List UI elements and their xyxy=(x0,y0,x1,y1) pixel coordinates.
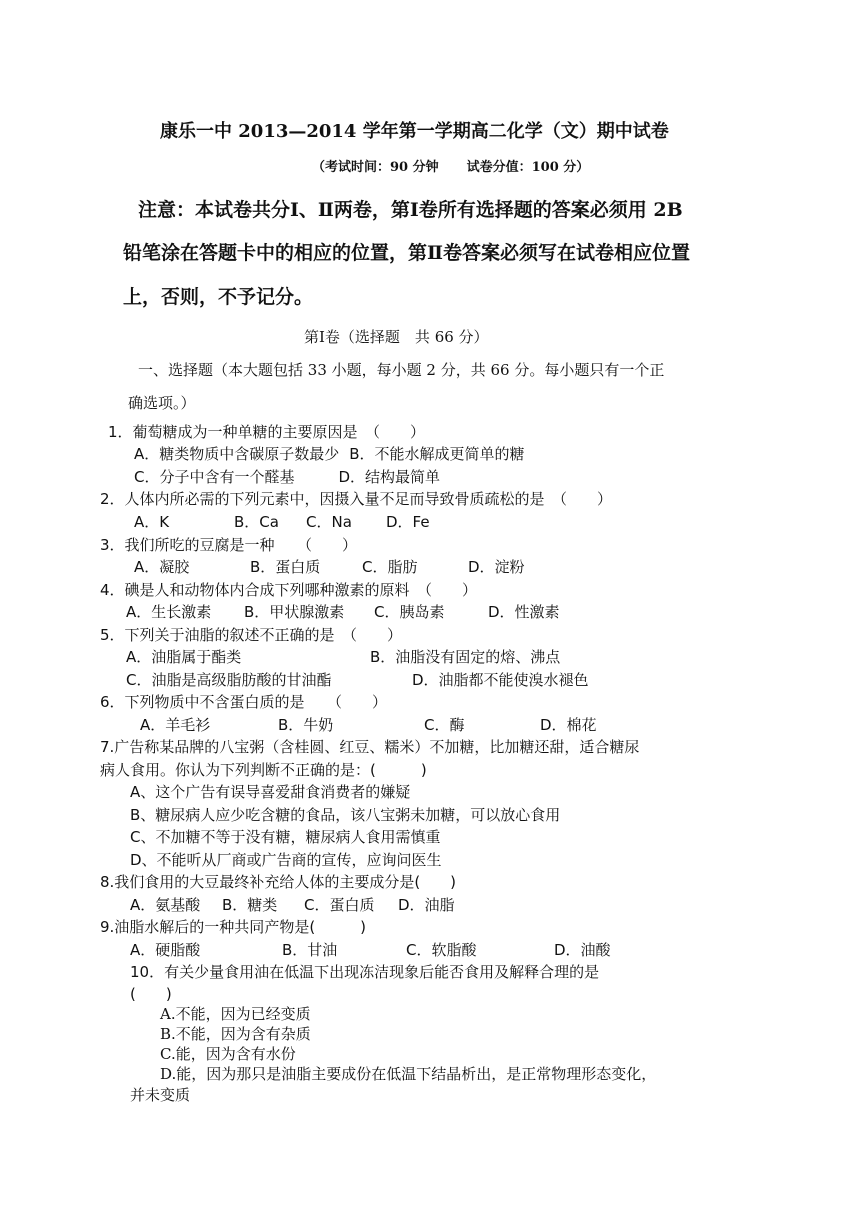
question-2-option-b: B．Ca xyxy=(234,513,279,531)
question-8-option-a: A．氨基酸 xyxy=(130,896,201,914)
question-3-stem: 3．我们所吃的豆腐是一种 （ ） xyxy=(100,536,358,554)
question-5-option-a: A．油脂属于酯类 xyxy=(126,648,242,666)
question-4-stem: 4．碘是人和动物体内合成下列哪种激素的原料 （ ） xyxy=(100,581,478,599)
question-5-options-row-1 xyxy=(126,646,560,667)
question-7-option-a: A、这个广告有误导喜爱甜食消费者的嫌疑 xyxy=(130,783,411,801)
question-7-stem-line-1: 7.广告称某品牌的八宝粥（含桂圆、红豆、糯米）不加糖，比加糖还甜，适合糖尿 xyxy=(100,738,640,756)
exam-title: 康乐一中 2013—2014 学年第一学期高二化学（文）期中试卷 xyxy=(160,121,669,142)
question-8-option-b: B．糖类 xyxy=(222,896,278,914)
question-4-option-c: C．胰岛素 xyxy=(374,603,445,621)
question-6-option-b: B．牛奶 xyxy=(278,716,334,734)
question-6-options xyxy=(140,714,597,735)
question-1-options-row-2 xyxy=(134,466,440,487)
question-1-option-b: B．不能水解成更简单的糖 xyxy=(349,445,525,463)
question-5-option-d: D．油脂都不能使溴水褪色 xyxy=(412,671,589,689)
question-5-options-row-2 xyxy=(126,669,589,690)
notice-line-2: 铅笔涂在答题卡中的相应的位置，第Ⅱ卷答案必须写在试卷相应位置 xyxy=(123,242,691,264)
question-7-stem-line-2: 病人食用。你认为下列判断不正确的是：( ) xyxy=(100,761,427,779)
question-1-option-c: C．分子中含有一个醛基 xyxy=(134,468,295,486)
question-10-stem-line-1: 10．有关少量食用油在低温下出现冻洁现象后能否食用及解释合理的是 xyxy=(130,963,600,981)
notice-line-1: 注意：本试卷共分Ⅰ、Ⅱ两卷，第Ⅰ卷所有选择题的答案必须用 2B xyxy=(138,199,683,221)
question-6-option-c: C．酶 xyxy=(424,716,465,734)
part1-heading: 第Ⅰ卷（选择题 共 66 分） xyxy=(304,328,489,346)
question-2-option-a: A．K xyxy=(134,513,170,531)
question-3-options xyxy=(134,556,525,577)
question-9-stem: 9.油脂水解后的一种共同产物是( ) xyxy=(100,918,367,936)
question-10-option-b: B.不能，因为含有杂质 xyxy=(160,1025,311,1043)
question-6-stem: 6．下列物质中不含蛋白质的是 （ ） xyxy=(100,693,388,711)
question-3-option-c: C．脂肪 xyxy=(362,558,418,576)
notice-line-3: 上，否则，不予记分。 xyxy=(123,286,314,308)
question-10-option-d-line-2: 并未变质 xyxy=(130,1086,191,1104)
question-3-option-d: D．淀粉 xyxy=(468,558,525,576)
question-8-options xyxy=(130,894,455,915)
question-10-option-d-line-1: D.能，因为那只是油脂主要成份在低温下结晶析出，是正常物理形态变化， xyxy=(160,1065,657,1083)
question-10-option-a: A.不能，因为已经变质 xyxy=(160,1005,311,1023)
question-10-stem-line-2: ( ) xyxy=(130,985,172,1003)
question-10-option-c: C.能，因为含有水份 xyxy=(160,1045,296,1063)
question-8-option-d: D．油脂 xyxy=(398,896,455,914)
question-6-option-a: A．羊毛衫 xyxy=(140,716,211,734)
question-5-stem: 5．下列关于油脂的叙述不正确的是 （ ） xyxy=(100,626,403,644)
question-3-option-b: B．蛋白质 xyxy=(250,558,321,576)
question-2-option-d: D．Fe xyxy=(386,513,430,531)
question-9-option-b: B．甘油 xyxy=(282,941,338,959)
question-7-option-c: C、不加糖不等于没有糖，糖尿病人食用需慎重 xyxy=(130,828,441,846)
question-9-option-d: D．油酸 xyxy=(554,941,611,959)
question-1-option-a: A．糖类物质中含碳原子数最少 xyxy=(134,445,340,463)
question-1-stem: 1．葡萄糖成为一种单糖的主要原因是 （ ） xyxy=(108,423,426,441)
question-7-option-d: D、不能听从厂商或广告商的宣传，应询问医生 xyxy=(130,851,442,869)
question-6-option-d: D．棉花 xyxy=(540,716,597,734)
question-5-option-b: B．油脂没有固定的熔、沸点 xyxy=(370,648,561,666)
exam-score: 试卷分值：100 分） xyxy=(466,160,590,175)
question-7-option-b: B、糖尿病人应少吃含糖的食品，该八宝粥未加糖，可以放心食用 xyxy=(130,806,561,824)
question-4-options xyxy=(126,601,560,622)
question-4-option-a: A．生长激素 xyxy=(126,603,212,621)
question-5-option-c: C．油脂是高级脂肪酸的甘油酯 xyxy=(126,671,332,689)
part1-intro-line-2: 确选项。） xyxy=(128,394,196,412)
question-4-option-d: D．性激素 xyxy=(488,603,560,621)
question-8-option-c: C．蛋白质 xyxy=(304,896,375,914)
question-2-option-c: C．Na xyxy=(306,513,352,531)
question-2-options xyxy=(134,511,430,532)
question-9-option-c: C．软脂酸 xyxy=(406,941,477,959)
question-1-option-d: D．结构最简单 xyxy=(338,468,441,486)
exam-time: （考试时间：90 分钟 xyxy=(312,160,439,175)
question-2-stem: 2．人体内所必需的下列元素中，因摄入量不足而导致骨质疏松的是 （ ） xyxy=(100,490,613,508)
question-4-option-b: B．甲状腺激素 xyxy=(244,603,345,621)
question-8-stem: 8.我们食用的大豆最终补充给人体的主要成分是( ) xyxy=(100,873,457,891)
question-9-options xyxy=(130,939,611,960)
question-1-options-row-1 xyxy=(134,443,525,464)
question-9-option-a: A．硬脂酸 xyxy=(130,941,201,959)
part1-intro-line-1: 一、选择题（本大题包括 33 小题，每小题 2 分，共 66 分。每小题只有一个正 xyxy=(138,361,665,379)
exam-meta xyxy=(312,156,589,175)
question-3-option-a: A．凝胶 xyxy=(134,558,190,576)
